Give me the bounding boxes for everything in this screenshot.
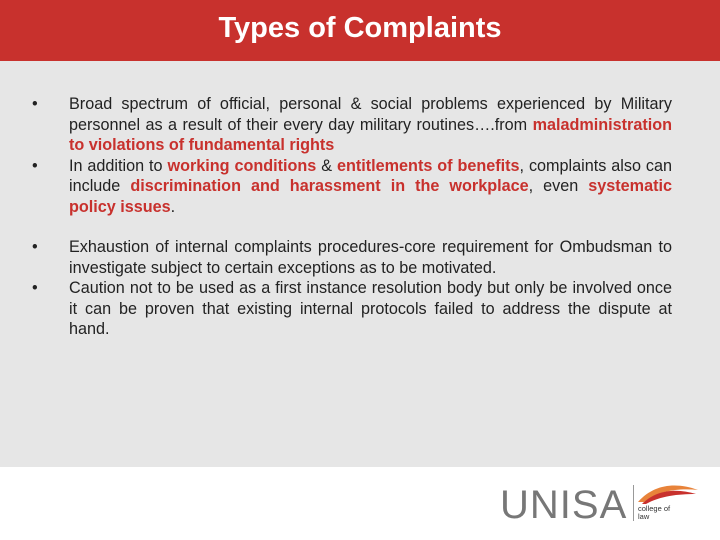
list-item: • Broad spectrum of official, personal & social problems experienced by Military personnel as a result of their every day military routines….from maladministration to violations of fundamental rights (32, 95, 672, 154)
highlight-text: systematic policy issues (69, 177, 672, 216)
page-title: Types of Complaints (218, 12, 502, 44)
bullet-icon: • (32, 95, 38, 113)
logo-subtitle: college of law (638, 504, 671, 521)
highlight-text: discrimination and harassment in the workplace (130, 177, 529, 195)
unisa-logo: UNISA (500, 483, 628, 527)
bullet-list (32, 94, 672, 340)
swoosh-icon (636, 480, 700, 506)
bullet-icon: • (32, 238, 38, 256)
highlight-text: maladministration to violations of fundamental rights (69, 115, 672, 154)
logo-divider (633, 485, 634, 521)
list-item: • In addition to working conditions & entitlements of benefits, complaints also can include discrimination and harassment in the workplace, even systematic policy issues. (32, 156, 672, 216)
highlight-text: working conditions (167, 156, 317, 175)
bullet-icon: • (32, 156, 38, 175)
bullet-icon: • (32, 279, 38, 297)
list-item: • Exhaustion of internal complaints procedures-core requirement for Ombudsman to investigate subject to certain exceptions as to be motivated. (32, 238, 672, 277)
list-item: • Caution not to be used as a first instance resolution body but only be involved once it can be proven that existing internal protocols failed to address the dispute at hand. (32, 279, 672, 338)
title-bar (0, 0, 720, 61)
highlight-text: entitlements of benefits (336, 156, 520, 175)
